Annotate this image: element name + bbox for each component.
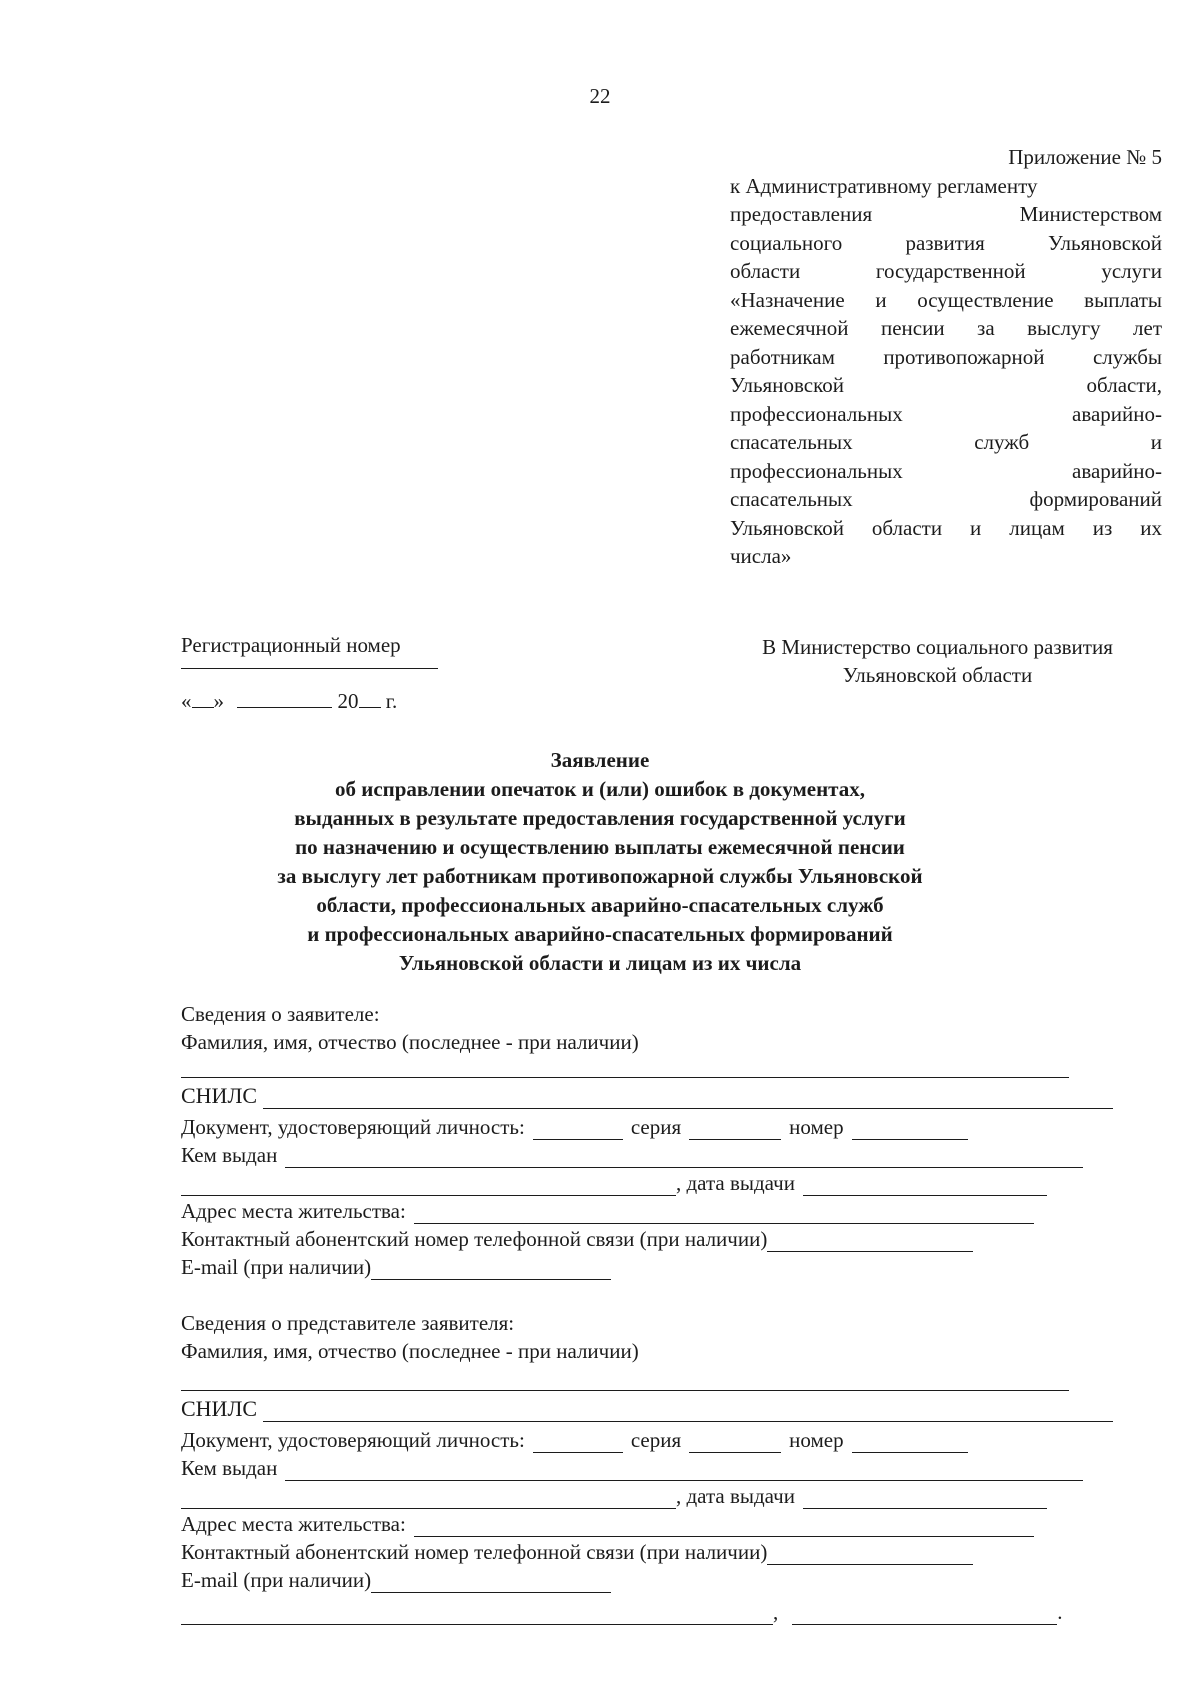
appendix-block [730, 143, 1162, 571]
representative-snils-field[interactable] [263, 1401, 1113, 1422]
number-label: номер [789, 1428, 844, 1452]
phone-label: Контактный абонентский номер телефонной связи (при наличии) [181, 1227, 768, 1251]
registration-number-field[interactable] [181, 668, 438, 669]
appendix-line: предоставления Министерством [730, 202, 1162, 226]
applicant-issue-date-row [181, 1171, 1047, 1196]
appendix-line: области государственной услуги [730, 259, 1162, 283]
registration-number-label: Регистрационный номер [181, 633, 401, 657]
date-year-suffix: г. [385, 688, 398, 713]
representative-issued-by-field[interactable] [285, 1460, 1083, 1481]
applicant-id-row [181, 1115, 968, 1140]
representative-snils-row [181, 1396, 1113, 1422]
applicant-fio-field[interactable] [181, 1077, 1069, 1078]
appendix-line: спасательных формирований [730, 487, 1162, 511]
page-number: 22 [589, 84, 611, 108]
applicant-address-row [181, 1199, 1034, 1224]
signature-row [181, 1600, 1063, 1625]
representative-phone-field[interactable] [767, 1544, 973, 1565]
issued-by-label: Кем выдан [181, 1456, 278, 1480]
comma: , [773, 1600, 779, 1624]
email-label: E-mail (при наличии) [181, 1568, 372, 1592]
applicant-number-field[interactable] [852, 1119, 968, 1140]
appendix-line: «Назначение и осуществление выплаты [730, 287, 1162, 312]
applicant-series-field[interactable] [689, 1119, 781, 1140]
document-title: Заявление [550, 748, 650, 772]
appendix-line: числа» [730, 544, 792, 568]
appendix-line: работникам противопожарной службы [730, 344, 1162, 369]
registration-date [181, 688, 397, 714]
representative-phone-row [181, 1540, 973, 1565]
date-open-quote: « [181, 688, 192, 713]
number-label: номер [789, 1115, 844, 1139]
applicant-id-doc-field[interactable] [533, 1119, 623, 1140]
issue-date-label: , дата выдачи [676, 1171, 795, 1195]
applicant-email-row [181, 1255, 611, 1280]
document-heading [150, 746, 1050, 978]
address-label: Адрес места жительства: [181, 1199, 406, 1223]
representative-issue-date-field[interactable] [803, 1488, 1047, 1509]
representative-address-field[interactable] [414, 1516, 1034, 1537]
applicant-issued-by-field[interactable] [285, 1147, 1083, 1168]
applicant-issued-by-field-2[interactable] [181, 1175, 676, 1196]
recipient-block [700, 633, 1175, 689]
appendix-line: Ульяновской области, [730, 373, 1162, 397]
phone-label: Контактный абонентский номер телефонной связи (при наличии) [181, 1540, 768, 1564]
representative-fio-field[interactable] [181, 1390, 1069, 1391]
series-label: серия [630, 1115, 682, 1139]
heading-line: Ульяновской области и лицам из их числа [398, 951, 802, 975]
representative-id-row [181, 1428, 968, 1453]
date-day-field[interactable] [192, 688, 214, 708]
heading-line: области, профессиональных аварийно-спасательных служб [316, 893, 884, 917]
date-month-field[interactable] [237, 688, 332, 708]
issued-by-label: Кем выдан [181, 1143, 278, 1167]
address-label: Адрес места жительства: [181, 1512, 406, 1536]
signature-field[interactable] [181, 1604, 773, 1625]
representative-fio-label: Фамилия, имя, отчество (последнее - при наличии) [181, 1339, 639, 1363]
heading-line: выданных в результате предоставления государственной услуги [294, 806, 906, 830]
representative-issued-row [181, 1456, 1083, 1481]
appendix-line: ежемесячной пенсии за выслугу лет [730, 316, 1162, 340]
applicant-issued-row [181, 1143, 1083, 1168]
date-year-prefix: 20 [337, 688, 359, 713]
appendix-line: Ульяновской области и лицам из их [730, 515, 1162, 540]
snils-label: СНИЛС [181, 1396, 258, 1421]
heading-line: и профессиональных аварийно-спасательных формирований [307, 922, 893, 946]
applicant-snils-row [181, 1083, 1113, 1109]
period: . [1057, 1600, 1063, 1624]
representative-address-row [181, 1512, 1034, 1537]
date-year-field[interactable] [359, 688, 381, 708]
appendix-line: профессиональных аварийно- [730, 458, 1162, 483]
appendix-line: к Административному регламенту [730, 173, 1038, 198]
id-doc-label: Документ, удостоверяющий личность: [181, 1428, 525, 1452]
series-label: серия [630, 1428, 682, 1452]
recipient-line: В Министерство социального развития [762, 635, 1113, 659]
representative-section-title: Сведения о представителе заявителя: [181, 1311, 515, 1335]
applicant-fio-label: Фамилия, имя, отчество (последнее - при наличии) [181, 1030, 639, 1054]
applicant-issue-date-field[interactable] [803, 1175, 1047, 1196]
applicant-section-title: Сведения о заявителе: [181, 1002, 380, 1026]
representative-number-field[interactable] [852, 1432, 968, 1453]
date-field[interactable] [792, 1604, 1057, 1625]
representative-issue-date-row [181, 1484, 1047, 1509]
email-label: E-mail (при наличии) [181, 1255, 372, 1279]
heading-line: об исправлении опечаток и (или) ошибок в документах, [334, 777, 865, 801]
applicant-email-field[interactable] [371, 1259, 611, 1280]
snils-label: СНИЛС [181, 1083, 258, 1108]
representative-email-row [181, 1568, 611, 1593]
heading-line: за выслугу лет работникам противопожарной службы Ульяновской [277, 864, 923, 888]
appendix-line: социального развития Ульяновской [730, 230, 1162, 255]
representative-id-doc-field[interactable] [533, 1432, 623, 1453]
applicant-phone-field[interactable] [767, 1231, 973, 1252]
appendix-line: профессиональных аварийно- [730, 401, 1162, 426]
representative-series-field[interactable] [689, 1432, 781, 1453]
appendix-line: спасательных служб и [730, 430, 1162, 454]
applicant-snils-field[interactable] [263, 1088, 1113, 1109]
representative-email-field[interactable] [371, 1572, 611, 1593]
representative-issued-by-field-2[interactable] [181, 1488, 676, 1509]
issue-date-label: , дата выдачи [676, 1484, 795, 1508]
recipient-line: Ульяновской области [842, 663, 1033, 687]
id-doc-label: Документ, удостоверяющий личность: [181, 1115, 525, 1139]
applicant-address-field[interactable] [414, 1203, 1034, 1224]
appendix-title: Приложение № 5 [1008, 145, 1162, 169]
heading-line: по назначению и осуществлению выплаты ежемесячной пенсии [295, 835, 905, 859]
date-close-quote: » [213, 688, 224, 713]
applicant-phone-row [181, 1227, 973, 1252]
